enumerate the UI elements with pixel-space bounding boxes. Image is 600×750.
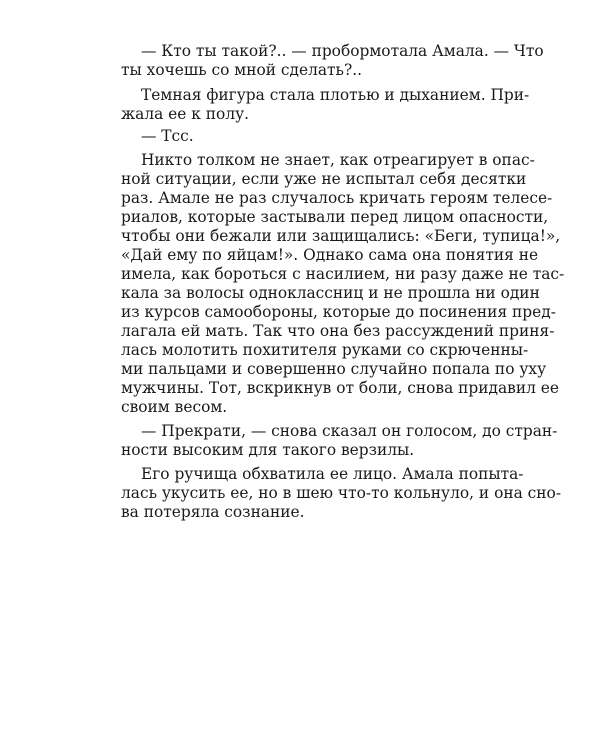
text-line: — Прекрати, — снова сказал он голосом, до стран- xyxy=(141,422,558,440)
text-line: ми пальцами и совершенно случайно попала по уху xyxy=(121,360,547,378)
text-line: ной ситуации, если уже не испытал себя десятки xyxy=(121,170,527,188)
text-line: раз. Амале не раз случалось кричать героям телесе- xyxy=(121,189,553,207)
text-line: ва потеряла сознание. xyxy=(121,503,305,521)
text-line: лась молотить похитителя руками со скрюченны- xyxy=(121,341,529,359)
text-line: Темная фигура стала плотью и дыханием. При- xyxy=(141,86,530,104)
text-line: чтобы они бежали или защищались: «Беги, тупица!», xyxy=(121,227,561,245)
text-line: лагала ей мать. Так что она без рассуждений приня- xyxy=(121,322,555,340)
text-line: мужчины. Тот, вскрикнув от боли, снова придавил ее xyxy=(121,379,559,397)
text-line: — Тсс. xyxy=(141,127,194,145)
text-line: «Дай ему по яйцам!». Однако сама она понятия не xyxy=(121,246,539,264)
text-line: — Кто ты такой?.. — пробормотала Амала. — Что xyxy=(141,42,544,60)
text-line: Его ручища обхватила ее лицо. Амала попыта- xyxy=(141,465,524,483)
text-line: своим весом. xyxy=(121,398,228,416)
text-line: имела, как бороться с насилием, ни разу даже не тас- xyxy=(121,265,565,283)
text-line: Никто толком не знает, как отреагирует в опас- xyxy=(141,151,535,169)
text-line: кала за волосы одноклассниц и не прошла ни один xyxy=(121,284,540,302)
text-line: ности высоким для такого верзилы. xyxy=(121,441,415,459)
text-line: ты хочешь со мной сделать?.. xyxy=(121,61,362,79)
text-line: риалов, которые застывали перед лицом опасности, xyxy=(121,208,549,226)
text-line: из курсов самообороны, которые до посинения пред- xyxy=(121,303,556,321)
text-line: жала ее к полу. xyxy=(121,105,250,123)
text-line: лась укусить ее, но в шею что-то кольнуло, и она сно- xyxy=(121,484,562,502)
